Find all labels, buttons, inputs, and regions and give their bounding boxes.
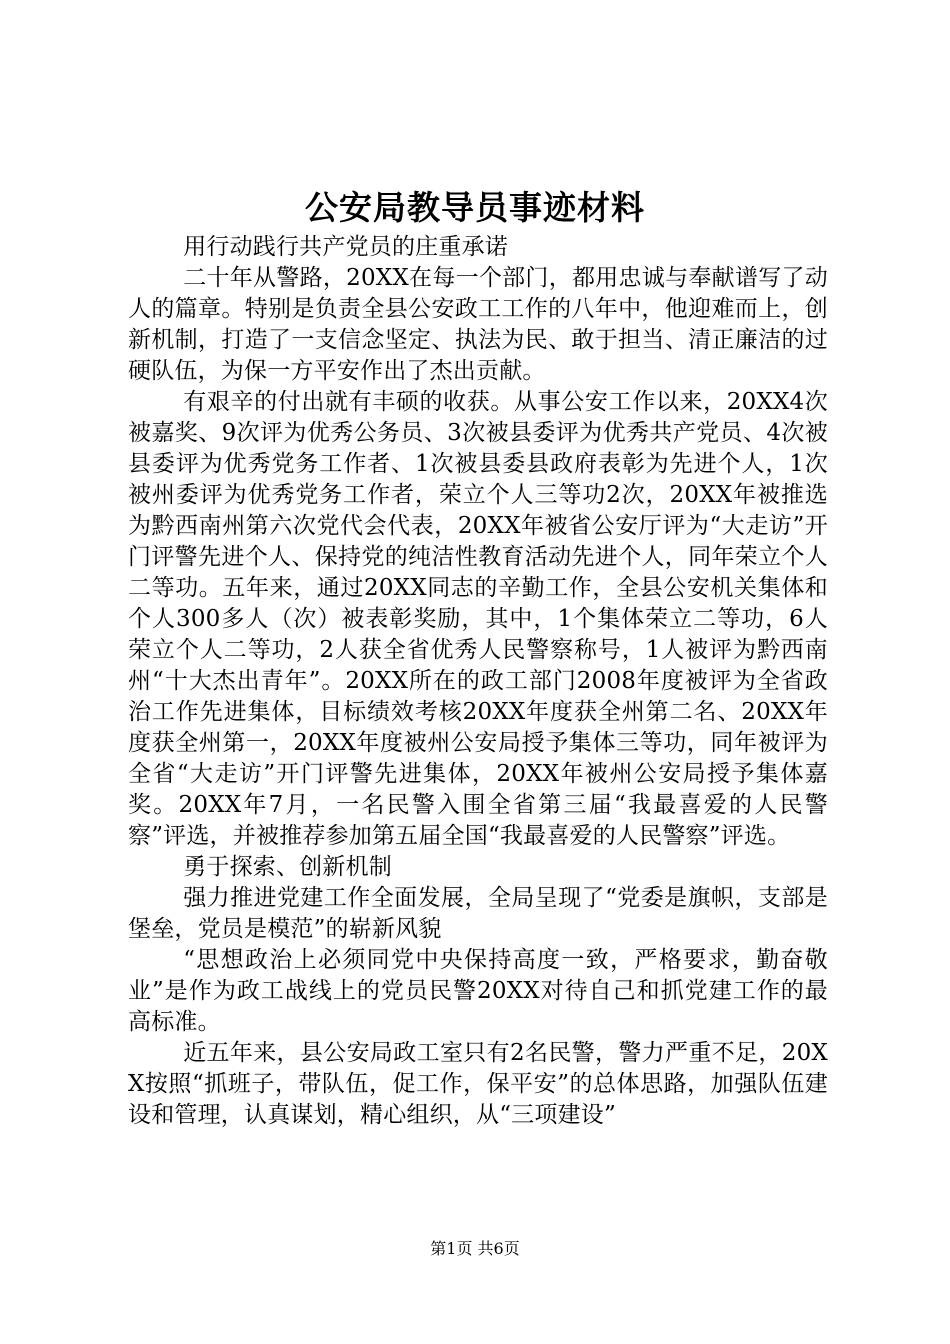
paragraph: 用行动践行共产党员的庄重承诺 (183, 234, 508, 260)
paragraph: 勇于探索、创新机制 (183, 854, 392, 880)
paragraph: 二十年从警路，20XX在每一个部门，都用忠诚与奉献谱写了动人的篇章。特别是负责全县公安政工工作的八年中，他迎难而上，创新机制，打造了一支信念坚定、执法为民、敢于担当、清正廉洁的过硬队伍，为保一方平安作出了杰出贡献。 (128, 265, 828, 384)
paragraph: 强力推进党建工作全面发展，全局呈现了“党委是旗帜，支部是堡垒，党员是模范”的崭新风貌 (128, 885, 828, 942)
document-body (128, 232, 828, 1131)
paragraph: “思想政治上必须同党中央保持高度一致，严格要求，勤奋敬业”是作为政工战线上的党员民警20XX对待自己和抓党建工作的最高标准。 (128, 947, 828, 1035)
paragraph: 有艰辛的付出就有丰硕的收获。从事公安工作以来，20XX4次被嘉奖、9次评为优秀公务员、3次被县委评为优秀共产党员、4次被县委评为优秀党务工作者、1次被县委县政府表彰为先进个人，1次被州委评为优秀党务工作者，荣立个人三等功2次，20XX年被推选为黔西南州第六次党代会代表，20XX年被省公安厅评为“大走访”开门评警先进个人、保持党的纯洁性教育活动先进个人，同年荣立个人二等功。五年来，通过20XX同志的辛勤工作，全县公安机关集体和个人300多人（次）被表彰奖励，其中，1个集体荣立二等功，6人荣立个人二等功，2人获全省优秀人民警察称号，1人被评为黔西南州“十大杰出青年”。20XX所在的政工部门2008年度被评为全省政治工作先进集体，目标绩效考核20XX年度获全州第二名、20XX年度获全州第一，20XX年度被州公安局授予集体三等功，同年被评为全省“大走访”开门评警先进集体，20XX年被州公安局授予集体嘉奖。20XX年7月，一名民警入围全省第三届“我最喜爱的人民警察”评选，并被推荐参加第五届全国“我最喜爱的人民警察”评选。 (128, 389, 828, 849)
document-title: 公安局教导员事迹材料 (305, 188, 645, 227)
paragraph: 近五年来，县公安局政工室只有2名民警，警力严重不足，20XX按照“抓班子，带队伍，促工作，保平安”的总体思路，加强队伍建设和管理，认真谋划，精心组织，从“三项建设” (128, 1040, 828, 1128)
page-number-footer: 第1页 共6页 (430, 1239, 520, 1258)
